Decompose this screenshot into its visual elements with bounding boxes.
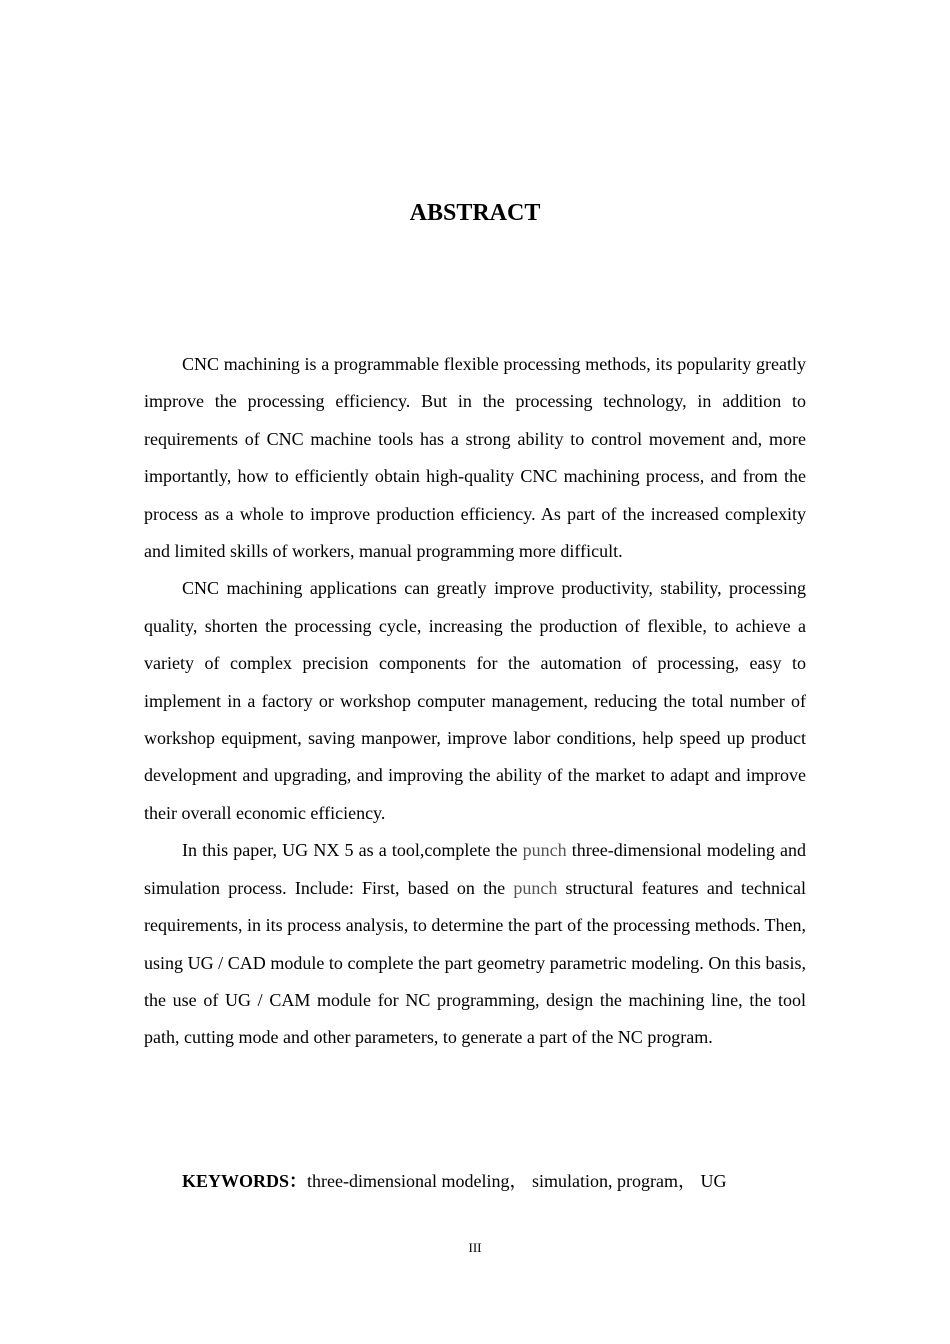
paragraph-text: CNC machining applications can greatly improve productivity, stability, processing quality, shorten the processing cycle, increasing the production of flexible, to achieve a variety of complex precision components for the automation of processing, easy to implement in a factory or workshop computer management, reducing the total number of workshop equipment, saving manpower, improve labor conditions, help speed up product development and upgrading, and improving the ability of the market to adapt and improve their overall economic efficiency. [144,578,806,823]
keywords-label: KEYWORDS： [182,1171,308,1191]
abstract-paragraph-1 [144,346,806,570]
abstract-body [144,346,806,1057]
keywords-list: three-dimensional modeling， simulation, program， UG [307,1171,727,1191]
paragraph-text: CNC machining is a programmable flexible processing methods, its popularity greatly improve the processing efficiency. But in the processing technology, in addition to requirements of CNC machine tools has a strong ability to control movement and, more importantly, how to efficiently obtain high-quality CNC machining process, and from the process as a whole to improve production efficiency. As part of the increased complexity and limited skills of workers, manual programming more difficult. [144,354,806,562]
abstract-paragraph-3 [144,832,806,1056]
paragraph-text: structural features and technical requirements, in its process analysis, to determine the part of the processing methods. Then, using UG / CAD module to complete the part geometry parametric modeling. On this basis, the use of UG / CAM module for NC programming, design the machining line, the tool path, cutting mode and other parameters, to generate a part of the NC program. [144,877,806,1048]
abstract-paragraph-2 [144,570,806,832]
paragraph-text: In this paper, UG NX 5 as a tool,complete the [182,840,523,861]
keywords-line [182,1164,822,1198]
page-number: III [468,1240,482,1255]
highlighted-term: punch [522,840,567,861]
highlighted-term: punch [513,877,558,898]
paragraph-text: three-dimensional modeling and simulation process. Include: First, based on the [144,840,807,898]
abstract-title: ABSTRACT [409,200,541,226]
